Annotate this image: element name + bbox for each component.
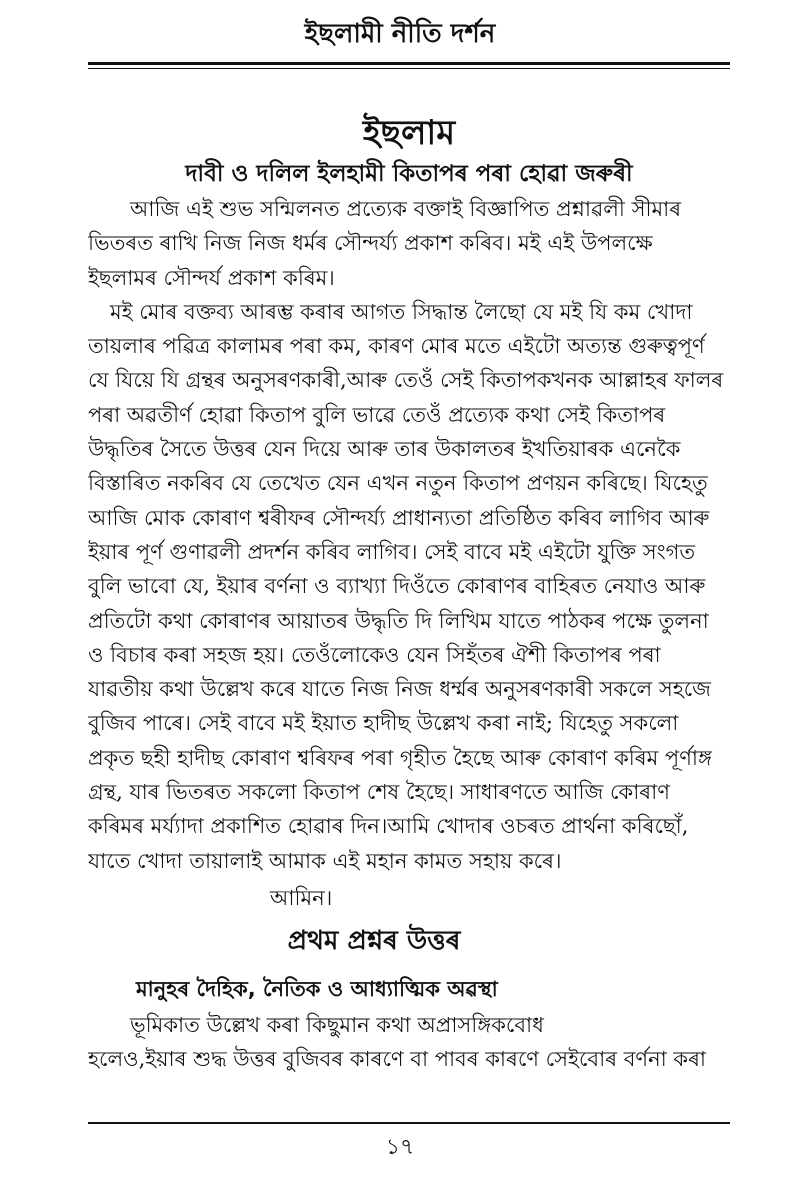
text-line: গ্ৰন্থ, যাৰ ভিতৰত সকলো কিতাপ শেষ হৈছে। সাধাৰণতে আজি কোৰাণ — [88, 780, 670, 805]
text-line: তায়লাৰ পৱিত্ৰ কালামৰ পৰা কম, কাৰণ মোৰ মতে এইটো অত্যন্ত গুৰুত্বপূৰ্ণ — [88, 334, 705, 359]
text-line: ও বিচাৰ কৰা সহজ হয়। তেওঁলোকেও যেন সিহঁতৰ ঐশী কিতাপৰ পৰা — [88, 642, 661, 667]
text-line: ভূমিকাত উল্লেখ কৰা কিছুমান কথা অপ্ৰাসঙ্গিকবোধ — [130, 1012, 544, 1037]
text-line: যে যিয়ে যি গ্ৰন্থৰ অনুসৰণকাৰী,আৰু তেওঁ সেই কিতাপকখনক আল্লাহৰ ফালৰ — [88, 368, 724, 393]
text-line: আজি এই শুভ সন্মিলনত প্ৰত্যেক বক্তাই বিজ্ঞাপিত প্ৰশ্নাৱলী সীমাৰ — [130, 197, 682, 221]
chapter-title: ইছলাম — [362, 113, 456, 153]
header-rule-thin — [88, 68, 730, 69]
text-line: যাতে খোদা তায়ালাই আমাক এই মহান কামত সহায় কৰে। — [88, 848, 562, 873]
paragraph-section — [88, 1008, 730, 1077]
text-line: বুলি ভাবো যে, ইয়াৰ বৰ্ণনা ও ব্যাখ্যা দিওঁতে কোৰাণৰ বাহিৰত নেযাও আৰু — [88, 574, 706, 599]
text-line: পৰা অৱতীৰ্ণ হোৱা কিতাপ বুলি ভাৱে তেওঁ প্ৰত্যেক কথা সেই কিতাপৰ — [88, 402, 666, 427]
chapter-subtitle: দাবী ও দলিল ইলহামী কিতাপৰ পৰা হোৱা জৰুৰী — [185, 161, 633, 187]
text-line: বিস্তাৰিত নকৰিব যে তেখেত যেন এখন নতুন কিতাপ প্ৰণয়ন কৰিছে। যিহেতু — [88, 471, 708, 496]
page-number: ১৭ — [385, 1135, 415, 1160]
text-line: মই মোৰ বক্তব্য আৰম্ভ কৰাৰ আগত সিদ্ধান্ত লৈছো যে মই যি কম খোদা — [110, 299, 693, 324]
text-line: হলেও,ইয়াৰ শুদ্ধ উত্তৰ বুজিবৰ কাৰণে বা পাবৰ কাৰণে সেইবোৰ বৰ্ণনা কৰা — [88, 1047, 706, 1072]
amen-line: আমিন। — [270, 885, 333, 910]
text-line: ইছলামৰ সৌন্দৰ্য প্ৰকাশ কৰিম। — [88, 265, 335, 290]
paragraph-body — [88, 295, 730, 878]
running-header-title: ইছলামী নীতি দৰ্শন — [304, 19, 496, 49]
section-subtitle: মানুহৰ দৈহিক, নৈতিক ও আধ্যাত্মিক অৱস্থা — [136, 976, 498, 1001]
text-line: প্ৰকৃত ছহী হাদীছ কোৰাণ শ্বৰিফৰ পৰা গৃহীত হৈছে আৰু কোৰাণ কৰিম পূৰ্ণাঙ্গ — [88, 745, 712, 770]
text-line: প্ৰতিটো কথা কোৰাণৰ আয়াতৰ উদ্ধৃতি দি লিখিম যাতে পাঠকৰ পক্ষে তুলনা — [88, 608, 709, 633]
text-line: আজি মোক কোৰাণ শ্বৰীফৰ সৌন্দৰ্য্য প্ৰাধান্যতা প্ৰতিষ্ঠিত কৰিব লাগিব আৰু — [88, 505, 710, 530]
text-line: উদ্ধৃতিৰ সৈতে উত্তৰ যেন দিয়ে আৰু তাৰ উকালতৰ ইখতিয়াৰক এনেকৈ — [88, 437, 681, 462]
page-content — [88, 110, 730, 1077]
section-title: প্ৰথম প্ৰশ্নৰ উত্তৰ — [287, 925, 461, 956]
header-rule-thick — [88, 62, 730, 65]
footer-rule — [88, 1122, 730, 1124]
text-line: ভিতৰত ৰাখি নিজ নিজ ধৰ্মৰ সৌন্দৰ্য্য প্ৰকাশ কৰিব। মই এই উপলক্ষে — [88, 231, 653, 256]
text-line: বুজিব পাৰে। সেই বাবে মই ইয়াত হাদীছ উল্লেখ কৰা নাই; যিহেতু সকলো — [88, 711, 679, 736]
text-line: কৰিমৰ মৰ্য্যাদা প্ৰকাশিত হোৱাৰ দিন।আমি খোদাৰ ওচৰত প্ৰাৰ্থনা কৰিছোঁ, — [88, 814, 689, 839]
paragraph-intro — [88, 192, 730, 295]
text-line: ইয়াৰ পূৰ্ণ গুণাৱলী প্ৰদৰ্শন কৰিব লাগিব। সেই বাবে মই এইটো যুক্তি সংগত — [88, 539, 696, 564]
text-line: যাৱতীয় কথা উল্লেখ কৰে যাতে নিজ নিজ ধৰ্ম্মৰ অনুসৰণকাৰী সকলে সহজে — [88, 677, 711, 702]
